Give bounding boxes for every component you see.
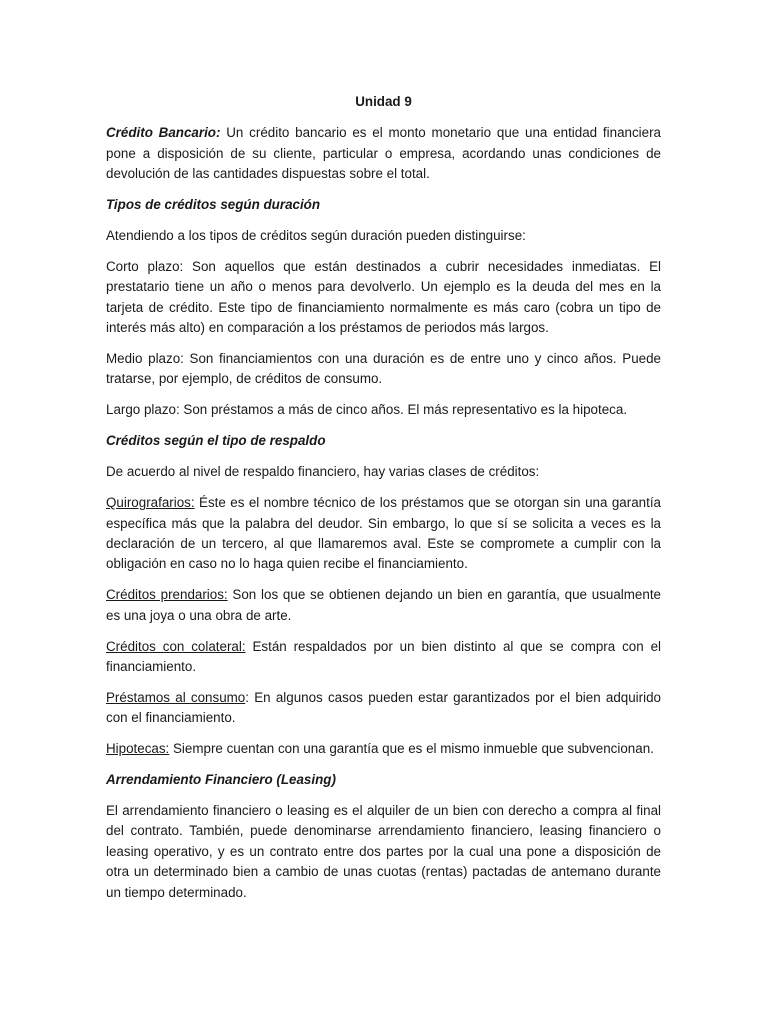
heading-tipos-duracion: Tipos de créditos según duración (106, 197, 321, 213)
paragraph-consumo (106, 688, 661, 729)
paragraph-colateral (106, 637, 661, 678)
paragraph-medio-plazo (106, 349, 661, 390)
definition-corto-plazo: Son aquellos que están destinados a cubrir necesidades inmediatas. El prestatario tiene un año o menos para devolverlo. Un ejemplo es la deuda del mes en la tarjeta de crédito. Este tipo de financiamiento normalmente es más caro (cobra un tipo de interés más alto) en comparación a los préstamos de periodos más largos. (106, 258, 661, 336)
definition-largo-plazo: Son préstamos a más de cinco años. El más representativo es la hipoteca. (179, 402, 628, 418)
paragraph-credito-bancario (106, 123, 661, 184)
definition-quirografarios: Éste es el nombre técnico de los préstamos que se otorgan sin una garantía específica más que la palabra del deudor. Sin embargo, lo que sí se solicita a veces es la declaración de un tercero, al que llamaremos aval. Este se compromete a cumplir con la obligación en caso no lo haga quien recibe el financiamiento. (106, 495, 661, 572)
paragraph-intro-duracion: Atendiendo a los tipos de créditos según duración pueden distinguirse: (106, 228, 526, 244)
page-title: Unidad 9 (355, 94, 412, 109)
term-credito-bancario: Crédito Bancario: (106, 125, 221, 141)
heading-leasing: Arrendamiento Financiero (Leasing) (106, 772, 336, 788)
term-hipotecas: Hipotecas: (106, 741, 170, 757)
term-medio-plazo: Medio plazo: (106, 351, 184, 367)
paragraph-largo-plazo (106, 400, 661, 420)
term-colateral: Créditos con colateral: (106, 638, 246, 654)
paragraph-leasing: El arrendamiento financiero o leasing es el alquiler de un bien con derecho a compra al final del contrato. También, puede denominarse arrendamiento financiero, leasing financiero o leasing operativo, y es un contrato entre dos partes por la cual una pone a disposición de otra un determinado bien a cambio de unas cuotas (rentas) pactadas de antemano durante un tiempo determinado. (106, 802, 661, 900)
term-largo-plazo: Largo plazo: (106, 402, 180, 418)
definition-prendarios: Son los que se obtienen dejando un bien en garantía, que usualmente es una joya o una obra de arte. (106, 587, 661, 623)
heading-tipo-respaldo: Créditos según el tipo de respaldo (106, 433, 326, 449)
paragraph-corto-plazo (106, 257, 661, 339)
term-consumo: Préstamos al consumo (106, 689, 246, 705)
definition-colateral: Están respaldados por un bien distinto al que se compra con el financiamiento. (106, 638, 662, 674)
paragraph-hipotecas (106, 739, 661, 759)
term-quirografarios: Quirografarios: (106, 495, 195, 511)
definition-medio-plazo: Son financiamientos con una duración es de entre uno y cinco años. Puede tratarse, por ejemplo, de créditos de consumo. (106, 351, 661, 387)
paragraph-intro-respaldo: De acuerdo al nivel de respaldo financiero, hay varias clases de créditos: (106, 464, 540, 480)
document-page (106, 92, 661, 914)
paragraph-quirografarios (106, 493, 661, 575)
definition-hipotecas: Siempre cuentan con una garantía que es el mismo inmueble que subvencionan. (169, 741, 654, 757)
definition-credito-bancario: Un crédito bancario es el monto monetario que una entidad financiera pone a disposición de su cliente, particular o empresa, acordando unas condiciones de devolución de las cantidades dispuestas sobre el total. (106, 125, 661, 182)
term-prendarios: Créditos prendarios: (106, 587, 228, 603)
term-corto-plazo: Corto plazo: (106, 258, 184, 274)
paragraph-prendarios (106, 585, 661, 626)
definition-consumo: : En algunos casos pueden estar garantizados por el bien adquirido con el financiamiento. (106, 689, 661, 726)
